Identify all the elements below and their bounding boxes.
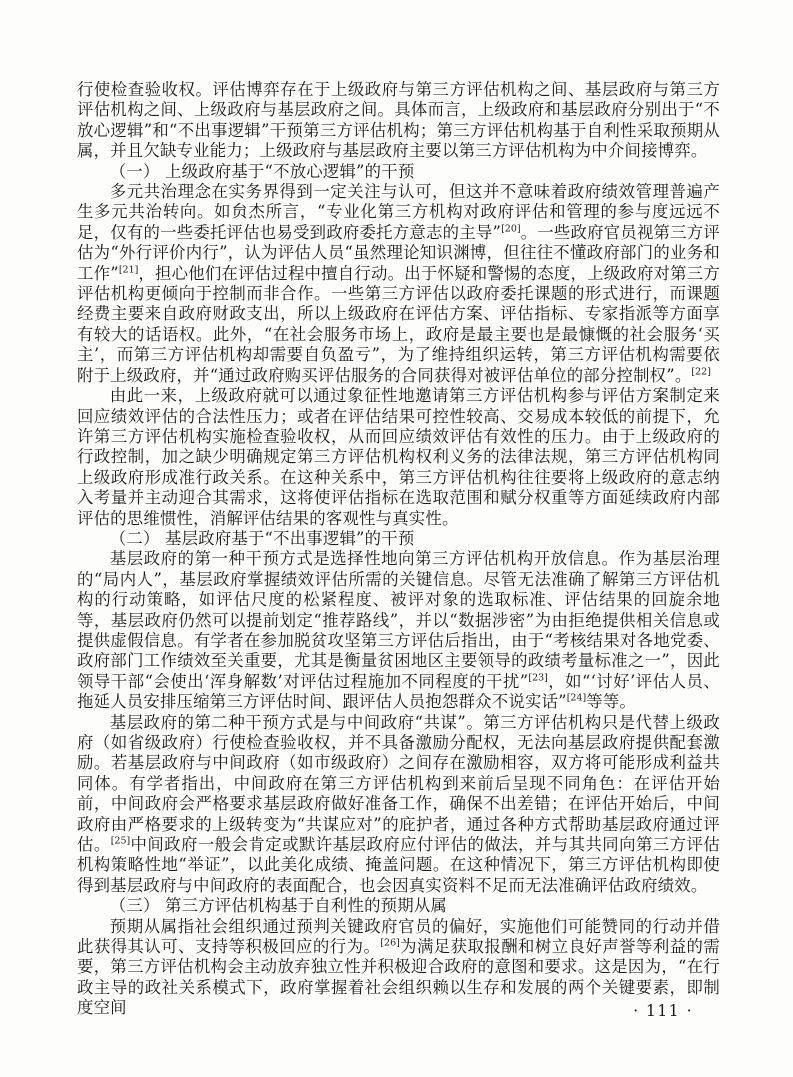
- paragraph: [77, 386, 720, 529]
- paragraph: [77, 549, 720, 712]
- text-run: 等等。: [586, 692, 637, 712]
- citation-ref: [22]: [691, 366, 711, 378]
- paragraph: [77, 713, 720, 897]
- citation-ref: [20]: [501, 223, 521, 235]
- paragraph: [77, 80, 720, 162]
- text-run: （一） 上级政府基于“不放心逻辑”的干预: [109, 161, 415, 181]
- page-number: · 111 ·: [633, 1002, 693, 1020]
- citation-ref: [26]: [380, 937, 400, 949]
- text-run: （二） 基层政府基于“不出事逻辑”的干预: [109, 528, 415, 548]
- text-run: 多元共治理念在实务界得到一定关注与认可，但这并不意味着政府绩效管理普遍产生多元共治转向。如贠杰所言，“专业化第三方机构对政府评估和管理的参与度远远不足，仅有的一些委托评估也易受到政府委托方意志的主导”: [77, 182, 720, 242]
- citation-ref: [21]: [118, 264, 139, 276]
- text-run: ，担心他们在评估过程中擅自行动。出于怀疑和警惕的态度，上级政府对第三方评估机构更倾向于控制而非合作。一些第三方评估以政府委托课题的形式进行，而课题经费主要来自政府财政支出，所以上级政府在评估方案、评估指标、专家指派等方面享有较大的话语权。此外，“在社会服务市场上，政府是最主要也是最慷慨的社会服务‘买主’，而第三方评估机构却需要自负盈亏”，为了维持组织运转，第三方评估机构需要依附于上级政府，并“通过政府购买评估服务的合同获得对被评估单位的部分控制权”。: [77, 263, 721, 385]
- citation-ref: [25]: [110, 835, 131, 847]
- text-run: 中间政府一般会肯定或默许基层政府应付评估的做法，并与其共同向第三方评估机构策略性地“举证”，以此美化成绩、掩盖问题。在这种情况下，第三方评估机构即使得到基层政府与中间政府的表面配合，也会因真实资料不足而无法准确评估政府绩效。: [77, 835, 720, 895]
- text-run: 。一些政府官员视第三方评估为“外行评价内行”，认为评估人员“虽然理论知识渊博，但往往不懂政府部门的业务和工作”: [77, 222, 721, 283]
- text-run: 预期从属指社会组织通过预判关键政府官员的偏好，实施他们可能赞同的行动并借此获得其认可、支持等积极回应的行为。: [77, 916, 720, 957]
- text-run: 由此一来，上级政府就可以通过象征性地邀请第三方评估机构参与评估方案制定来回应绩效评估的合法性压力；或者在评估结果可控性较高、交易成本较低的前提下，允许第三方评估机构实施检查验收权，从而回应绩效评估有效性的压力。由于上级政府的行政控制，加之缺少明确规定第三方评估机构权利义务的法律法规，第三方评估机构同上级政府形成准行政关系。在这种关系中，第三方评估机构往往要将上级政府的意志纳入考量并主动迎合其需求，这将使评估指标在选取范围和赋分权重等方面延续政府内部评估的思维惯性，消解评估结果的客观性与真实性。: [77, 386, 720, 528]
- section-heading: [77, 162, 720, 182]
- text-run: 基层政府的第二种干预方式是与中间政府“共谋”。第三方评估机构只是代替上级政府（如省级政府）行使检查验收权，并不具备激励分配权，无法向基层政府提供配套激励。若基层政府与中间政府（如市级政府）之间存在激励相容，双方将可能形成利益共同体。有学者指出，中间政府在第三方评估机构到来前后呈现不同角色：在评估开始前，中间政府会严格要求基层政府做好准备工作，确保不出差错；在评估开始后，中间政府由严格要求的上级转变为“共谋应对”的庇护者，通过各种方式帮助基层政府通过评估。: [77, 712, 720, 855]
- text-run: ，如“‘讨好’评估人员、拖延人员安排压缩第三方评估时间、跟评估人员抱怨群众不说实话”: [77, 671, 720, 712]
- section-heading: [77, 529, 720, 549]
- section-heading: [77, 896, 720, 916]
- citation-ref: [23]: [528, 672, 548, 684]
- text-run: 基层政府的第一种干预方式是选择性地向第三方评估机构开放信息。作为基层治理的“局内人”，基层政府掌握绩效评估所需的关键信息。尽管无法准确了解第三方评估机构的行动策略，如评估尺度的松紧程度、被评对象的选取标准、评估结果的回旋余地等，基层政府仍然可以提前划定“推荐路线”，并以“数据涉密”为由拒绝提供相关信息或提供虚假信息。有学者在参加脱贫攻坚第三方评估后指出，由于“考核结果对各地党委、政府部门工作绩效至关重要，尤其是衡量贫困地区主要领导的政绩考量标准之一”，因此领导干部“会使出‘浑身解数’对评估过程施加不同程度的干扰”: [77, 549, 720, 691]
- citation-ref: [24]: [566, 692, 587, 704]
- text-run: （三） 第三方评估机构基于自利性的预期从属: [109, 896, 448, 916]
- paragraph: [77, 917, 720, 1019]
- article-body: [77, 80, 720, 1019]
- text-run: 为满足获取报酬和树立良好声誉等利益的需要，第三方评估机构会主动放弃独立性并积极迎合政府的意图和要求。这是因为，“在行政主导的政社关系模式下，政府掌握着社会组织赖以生存和发展的两个关键要素，即制度空间: [77, 937, 720, 1018]
- text-run: 行使检查验收权。评估博弈存在于上级政府与第三方评估机构之间、基层政府与第三方评估机构之间、上级政府与基层政府之间。具体而言，上级政府和基层政府分别出于“不放心逻辑”和“不出事逻辑”干预第三方评估机构；第三方评估机构基于自利性采取预期从属，并且欠缺专业能力；上级政府与基层政府主要以第三方评估机构为中介间接博弈。: [77, 80, 720, 161]
- paragraph: [77, 182, 720, 386]
